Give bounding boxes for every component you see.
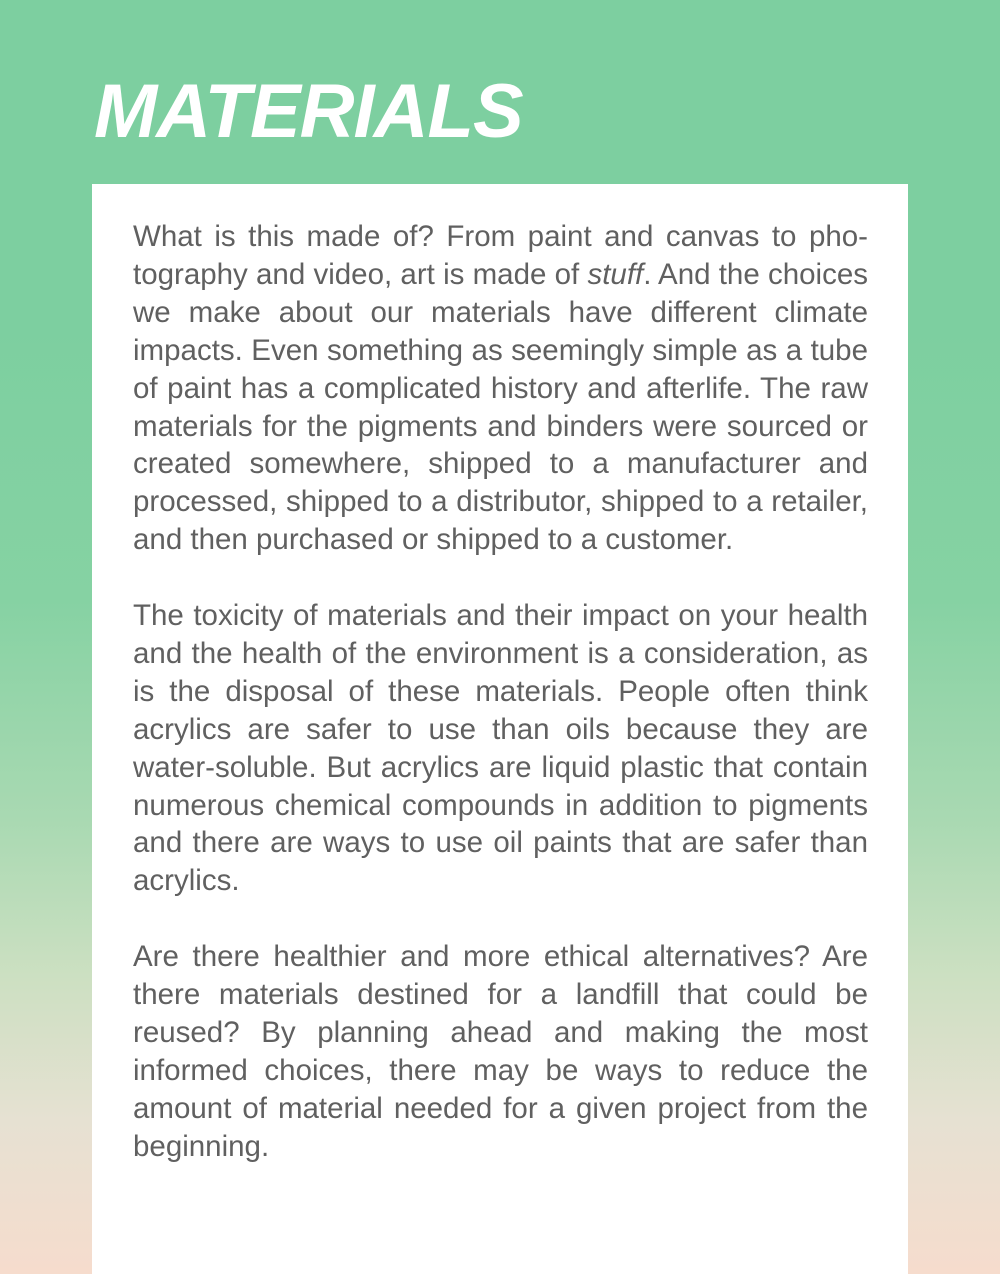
content-panel: [92, 184, 908, 1274]
paragraph-2: The toxicity of materials and their impact on your health and the health of the environment is a consideration, as is the disposal of these materials. People often think acrylics are safer to use than oils because they are water-soluble. But acrylics are liquid plastic that contain numerous chemical compounds in addition to pigments and there are ways to use oil paints that are safer than acrylics.: [133, 599, 868, 898]
paragraph-1: [133, 218, 868, 559]
body-text: [133, 218, 868, 1204]
paragraph-3: Are there healthier and more ethical alternatives? Are there materials destined for a landfill that could be reused? By planning ahead and making the most informed choices, there may be ways to reduce the amount of material needed for a given project from the beginning.: [133, 940, 868, 1163]
paragraph-1-end: . And the choices we make about our materials have different climate impacts. Even something as seemingly simple as a tube of paint has a complicated history and afterlife. The raw materials for the pigments and binders were sourced or created somewhere, shipped to a manufacturer and processed, shipped to a distributor, shipped to a retailer, and then purchased or shipped to a customer.: [133, 257, 868, 557]
paragraph-1-start: What is this made of? From paint and canvas to photography and video, art is made of: [133, 220, 868, 291]
emphasis-stuff: stuff: [587, 257, 644, 291]
page-title: MATERIALS: [94, 69, 523, 154]
